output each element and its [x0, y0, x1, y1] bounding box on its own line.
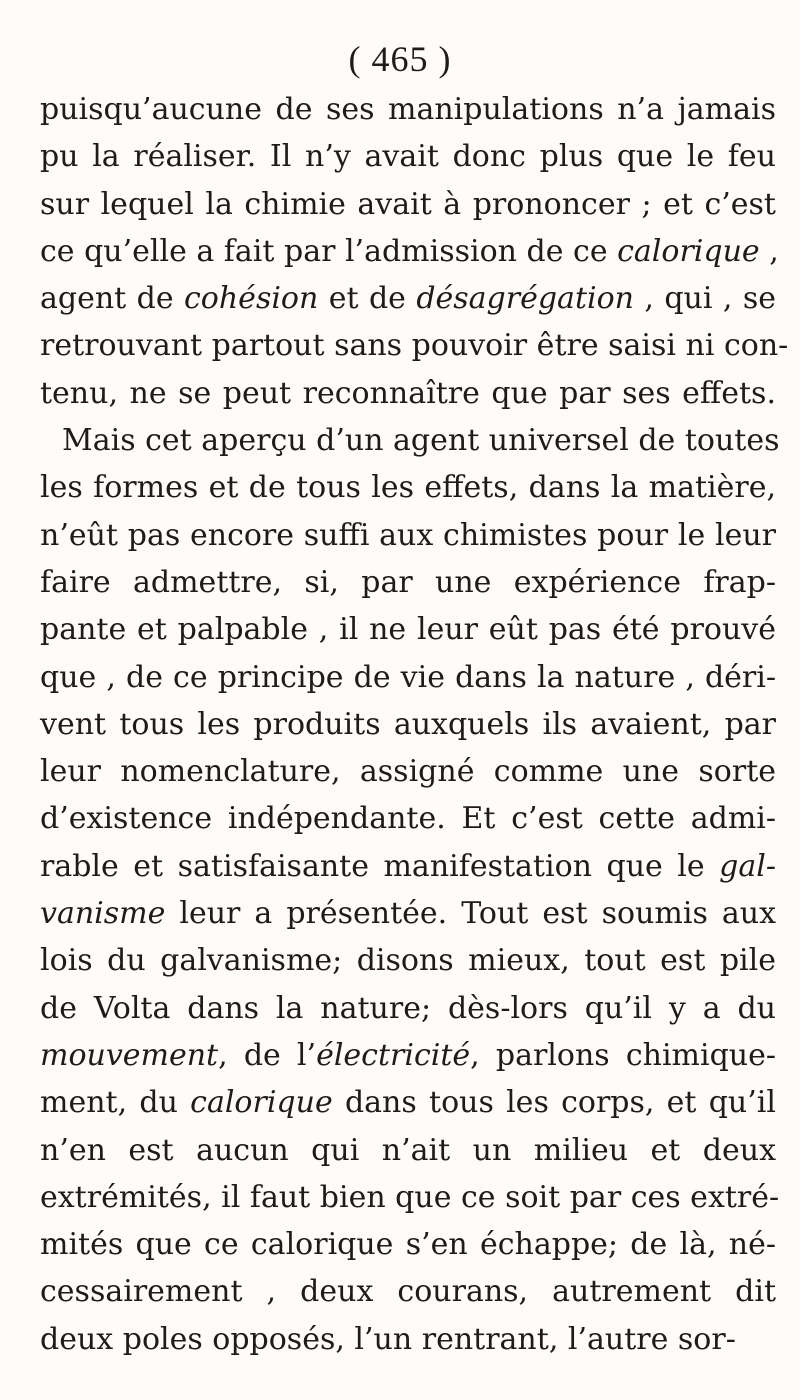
- text-line: [40, 1268, 776, 1315]
- text-run: extrémités, il faut bien que ce soit par ces extré-: [40, 1179, 780, 1215]
- text-line: [40, 937, 776, 984]
- body-text: [40, 86, 789, 1363]
- text-run: ,: [759, 233, 779, 269]
- text-line: [40, 985, 776, 1032]
- text-run: sur lequel la chimie avait à prononcer ; et c’est: [40, 186, 776, 222]
- text-run: n’en est aucun qui n’ait un milieu et deux: [40, 1132, 776, 1168]
- text-run: deux poles opposés, l’un rentrant, l’autre sor-: [40, 1321, 736, 1357]
- text-run: rable et satisfaisante manifestation que le: [40, 848, 720, 884]
- text-run: lois du galvanisme; disons mieux, tout est pile: [40, 943, 776, 979]
- italic-text: gal-: [719, 848, 776, 884]
- text-line: [40, 1316, 776, 1363]
- text-line: [40, 86, 776, 133]
- text-line: [40, 228, 779, 275]
- text-run: cessairement , deux courans, autrement dit: [40, 1274, 776, 1310]
- text-line: [40, 559, 776, 606]
- text-run: d’existence indépendante. Et c’est cette admi-: [40, 801, 776, 837]
- text-line: [40, 512, 776, 559]
- text-run: agent de: [40, 281, 184, 317]
- italic-text: désagrégation: [416, 281, 634, 317]
- text-run: pu la réaliser. Il n’y avait donc plus que le feu: [40, 139, 776, 175]
- text-run: ce qu’elle a fait par l’admission de ce: [40, 233, 618, 269]
- text-line: [40, 322, 789, 369]
- text-run: , de l’: [218, 1037, 317, 1073]
- text-run: , parlons chimique-: [470, 1037, 776, 1073]
- text-line: [40, 370, 776, 417]
- page-number: ( 465 ): [348, 39, 452, 79]
- italic-text: électricité: [316, 1037, 471, 1073]
- text-run: leur a présentée. Tout est soumis aux: [165, 896, 776, 932]
- text-line: [40, 1174, 780, 1221]
- text-line: [40, 748, 776, 795]
- italic-text: mouvement: [40, 1037, 219, 1073]
- text-run: faire admettre, si, par une expérience frap-: [40, 564, 776, 600]
- text-line: [40, 181, 776, 228]
- text-run: n’eût pas encore suffi aux chimistes pour le leur: [40, 517, 776, 553]
- text-run: tenu, ne se peut reconnaître que par ses effets.: [40, 375, 776, 411]
- text-run: les formes et de tous les effets, dans la matière,: [40, 470, 776, 506]
- text-line: [40, 654, 776, 701]
- text-run: ment, du: [40, 1085, 191, 1121]
- text-run: retrouvant partout sans pouvoir être saisi ni con-: [40, 328, 789, 364]
- italic-text: vanisme: [40, 896, 166, 932]
- text-run: de Volta dans la nature; dès-lors qu’il y a du: [40, 990, 776, 1026]
- text-run: que , de ce principe de vie dans la nature , déri-: [40, 659, 776, 695]
- text-line: [40, 275, 776, 322]
- text-run: pante et palpable , il ne leur eût pas été prouvé: [40, 612, 776, 648]
- text-line: [40, 795, 776, 842]
- italic-text: calorique: [190, 1085, 333, 1121]
- text-line: [40, 1032, 776, 1079]
- text-line: [40, 606, 776, 653]
- text-line: [40, 1221, 776, 1268]
- text-line: [40, 843, 776, 890]
- text-run: dans tous les corps, et qu’il: [332, 1085, 776, 1121]
- text-line: [40, 417, 780, 464]
- italic-text: calorique: [617, 233, 760, 269]
- text-line: [40, 133, 776, 180]
- text-line: [40, 701, 776, 748]
- text-line: [40, 890, 776, 937]
- text-run: et de: [318, 281, 417, 317]
- text-run: , qui , se: [633, 281, 776, 317]
- text-run: Mais cet aperçu d’un agent universel de toutes: [62, 423, 780, 459]
- italic-text: cohésion: [184, 281, 319, 317]
- text-line: [40, 1127, 776, 1174]
- text-run: puisqu’aucune de ses manipulations n’a jamais: [40, 92, 776, 127]
- text-run: mités que ce calorique s’en échappe; de là, né-: [40, 1227, 776, 1263]
- text-run: vent tous les produits auxquels ils avaient, par: [40, 706, 776, 742]
- text-line: [40, 464, 776, 511]
- text-line: [40, 1079, 776, 1126]
- text-run: leur nomenclature, assigné comme une sorte: [40, 754, 776, 790]
